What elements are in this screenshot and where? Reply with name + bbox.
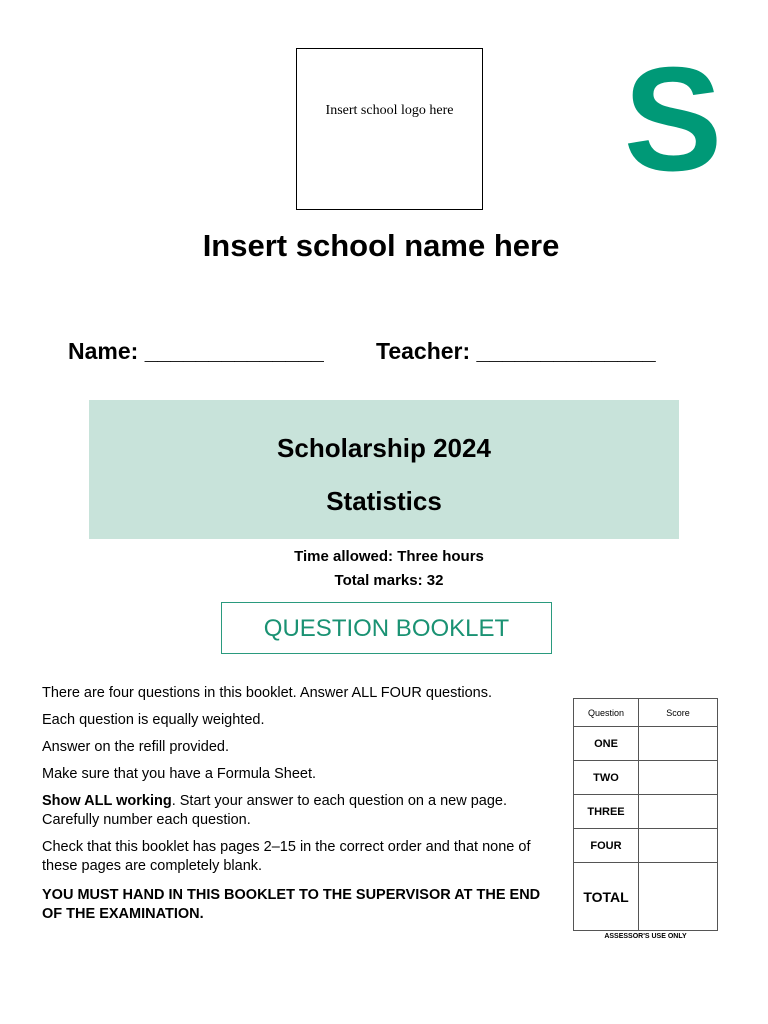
instruction-line: There are four questions in this booklet. Answer ALL FOUR questions. — [42, 685, 493, 701]
school-logo-placeholder — [296, 48, 483, 210]
column-header-score: Score — [639, 699, 718, 727]
question-label: TWO — [574, 761, 639, 795]
question-label: FOUR — [574, 829, 639, 863]
total-marks: Total marks: 32 — [334, 572, 444, 589]
score-cell — [639, 761, 718, 795]
total-label: TOTAL — [574, 863, 639, 931]
exam-title: Scholarship 2024 — [277, 433, 491, 463]
instruction-line: Answer on the refill provided. — [42, 739, 229, 755]
question-label: ONE — [574, 727, 639, 761]
booklet-label: QUESTION BOOKLET — [221, 602, 552, 654]
time-allowed: Time allowed: Three hours — [294, 548, 484, 565]
instruction-emphasis: Show ALL working — [42, 793, 172, 809]
hand-in-warning: YOU MUST HAND IN THIS BOOKLET TO THE SUPERVISOR AT THE END OF THE EXAMINATION. — [42, 887, 541, 922]
column-header-question: Question — [574, 699, 639, 727]
instruction-text: . Start your answer to each question on a new page. Carefully number each question. — [42, 793, 508, 828]
logo-placeholder-text: Insert school logo here — [325, 103, 454, 118]
score-cell — [639, 727, 718, 761]
instruction-line — [42, 792, 562, 830]
total-score-cell — [639, 863, 718, 931]
assessor-use-only: ASSESSOR'S USE ONLY — [604, 933, 687, 940]
instruction-line: Check that this booklet has pages 2–15 in the correct order and that none of these pages are completely blank. — [42, 839, 531, 874]
student-name-field: Name: ______________ — [68, 338, 324, 364]
level-letter: S — [623, 37, 723, 202]
assessor-score-table — [573, 698, 718, 931]
instruction-line: Each question is equally weighted. — [42, 712, 265, 728]
school-name: Insert school name here — [202, 228, 560, 263]
exam-subject: Statistics — [326, 486, 442, 516]
exam-title-panel — [89, 400, 679, 539]
instructions — [42, 684, 562, 932]
question-label: THREE — [574, 795, 639, 829]
teacher-name-field: Teacher: ______________ — [376, 338, 656, 364]
instruction-line: Make sure that you have a Formula Sheet. — [42, 766, 317, 782]
score-cell — [639, 795, 718, 829]
score-cell — [639, 829, 718, 863]
